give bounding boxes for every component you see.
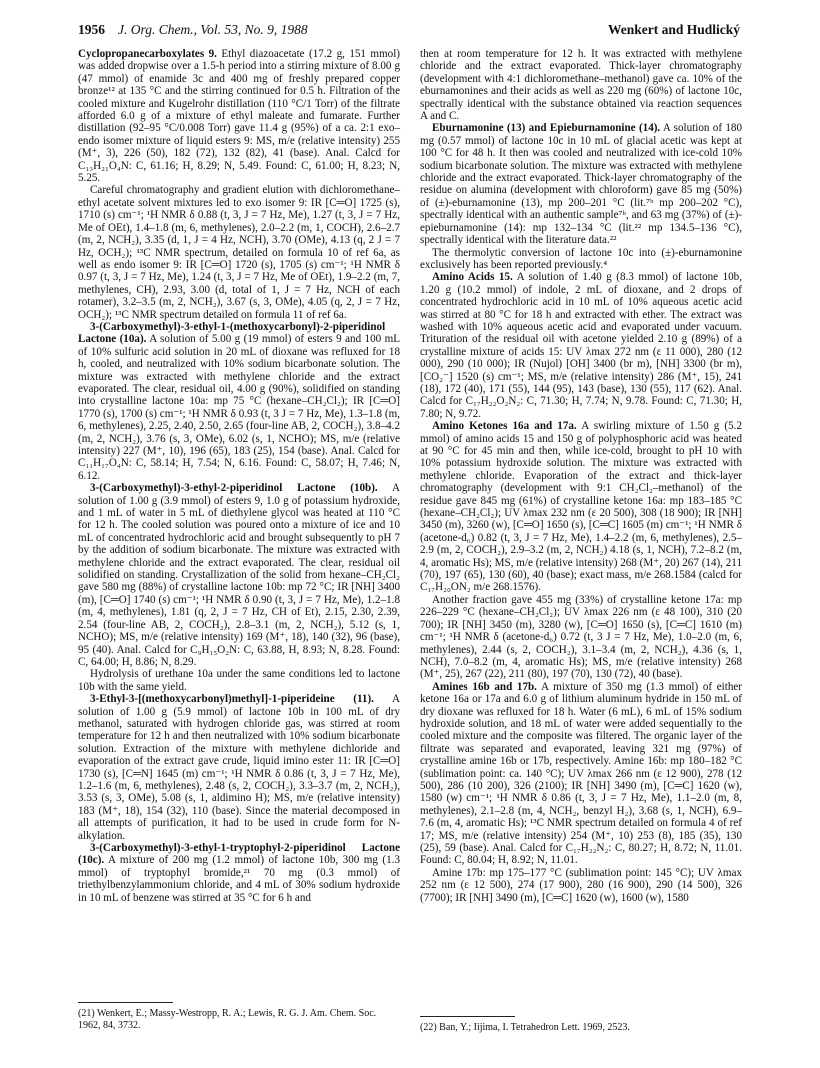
paragraph-title: 3-(Carboxymethyl)-3-ethyl-2-piperidinol Lactone (10b). (90, 482, 378, 495)
paragraph-title: 3-(Carboxymethyl)-3-ethyl-1-(methoxycarbonyl)-2-piperidinol Lactone (10a). (78, 320, 386, 346)
paragraph (78, 321, 400, 482)
page-number: 1956 (78, 22, 105, 37)
paragraph-title: Eburnamonine (13) and Epieburnamonine (14). (432, 122, 661, 135)
paragraph-text: A mixture of 350 mg (1.3 mmol) of either ketone 16a or 17a and 6.0 g of lithium aluminum hydride in 150 mL of dry dioxane was refluxed for 18 h. Water (6 mL), 6 mL of 15% sodium hydroxide solution, and 18 mL of water were added sequentially to the cooled mixture and the composite was filtered. The organic layer of the filtrate was separated and evaporated, leaving 321 mg (97%) of crystalline amine 16b or 17b, respectively. Amine 16b: mp 180–182 °C (sublimation point: ca. 140 °C); UV λmax 266 nm (ε 12 900), 278 (12 500), 286 (10 200), 326 (2100); IR [NH] 3490 (m), [C═C] 1620 (w), 1580 (w) cm⁻¹; ¹H NMR δ 0.86 (t, 3, J = 7 Hz, Me), 1.1–2.0 (m, 8, methylenes), 2.1–2.8 (m, 4, NCH₂, benzyl H₂), 3.68 (s, 1, NCH), 6.9–7.6 (m, 4, aromatic Hs); ¹³C NMR spectrum detailed on formula 4 of ref 17; MS, m/e (relative intensity) 254 (M⁺, 10) 253 (8), 185 (35), 130 (25), 59 (base). Anal. Calcd for C₁₇H₂₂N₂: C, 80.27; H, 8.72; N, 11.01. Found: C, 80.04; H, 8.92; N, 11.01. (420, 680, 742, 867)
paragraph (420, 271, 742, 420)
running-authors: Wenkert and Hudlický (607, 22, 740, 37)
footnote-right: (22) Ban, Y.; Iijima, I. Tetrahedron Lett. 1969, 2523. (420, 1022, 630, 1033)
paragraph-text: Amine 17b: mp 175–177 °C (sublimation point: 145 °C); UV λmax 252 nm (ε 12 500), 274 (17 900), 280 (16 900), 290 (14 500), 326 (7700); IR [NH] 3490 (m), [C═C] 1620 (w), 1600 (w), 1580 (420, 866, 742, 904)
paragraph (78, 48, 400, 184)
paragraph (78, 693, 400, 842)
paragraph-title: Amino Ketones 16a and 17a. (432, 420, 577, 433)
paragraph-text: A mixture of 200 mg (1.2 mmol) of lactone 10b, 300 mg (1.3 mmol) of tryptophyl bromide,²¹ 70 mg (0.3 mmol) of triethylbenzylammonium chloride, and 4 mL of 30% sodium hydroxide in 10 mL of benzene was stirred at 35 °C for 6 h and (78, 854, 400, 904)
paragraph-text: Ethyl diazoacetate (17.2 g, 151 mmol) was added dropwise over a 1.5-h period into a stirring mixture of 8.00 g (47 mmol) of enamide 3c and 400 mg of freshly prepared copper bronze¹² at 135 °C and the stirring continued for 0.5 h. Filtration of the cooled mixture and Kugelrohr distillation (110 °C/1 Torr) of the filtrate afforded 6.0 g of a mixture of ethyl maleate and fumarate. Further distillation (92–95 °C/0.008 Torr) gave 11.4 g (95%) of a ca. 2:1 exo–endo isomer mixture of liquid esters 9: MS, m/e (relative intensity) 255 (M⁺, 3), 226 (50), 182 (72), 132 (82), 41 (base). Anal. Calcd for C₁₃H₂₁O₄N: C, 61.16; H, 8.29; N, 5.49. Found: C, 61.00; H, 8.23; N, 5.25. (78, 48, 400, 185)
paragraph-title: 3-Ethyl-3-[(methoxycarbonyl)methyl]-1-piperideine (11). (90, 693, 374, 706)
page-header (78, 22, 740, 40)
paragraph-text: A solution of 1.00 g (3.9 mmol) of esters 9, 1.0 g of potassium hydroxide, and 1 mL of water in 5 mL of diethylene glycol was heated at 110 °C for 12 h. The cooled solution was poured onto a mixture of ice and 10 mL of concentrated hydrochloric acid and brought subsequently to pH 7 by the addition of sodium bicarbonate. The mixture was extracted with methylene chloride and the extract evaporated. The clear, residual oil solidified on standing. Crystallization of the solid from hexane–CH₂Cl₂ gave 580 mg (88%) of crystalline lactone 10b: mp 72 °C; IR [NH] 3400 (m), [C═O] 1740 (s) cm⁻¹; ¹H NMR δ 0.90 (t, 3, J = 7 Hz, Me), 1.2–1.8 (m, 4, methylenes), 1.81 (q, 2, J = 7 Hz, CH of Et), 2.15, 2.30, 2.39, 2.54 (four-line AB, 2, COCH₂), 2.8–3.1 (m, 2, NCH₂), 5.12 (s, 1, NCHO); MS, m/e (relative intensity) 169 (M⁺, 18), 140 (32), 96 (base), 95 (40). Anal. Calcd for C₉H₁₅O₂N: C, 63.88, H, 8.93; N, 8.28. Found: C, 64.00; H, 8.86; N, 8.29. (78, 482, 400, 668)
paragraph-text: A solution of 1.40 g (8.3 mmol) of lactone 10b, 1.20 g (10.2 mmol) of indole, 2 mL of dioxane, and 2 drops of concentrated hydrochloric acid in 10 mL of 10% aqueous acetic acid was stirred at 80 °C for 18 h and extracted with ether. The extract was washed with 10% aqueous acetic acid and evaporated under vacuum. Trituration of the residual oil with acetone yielded 2.10 g (89%) of a crystalline mixture of acids 15: UV λmax 272 nm (ε 11 000), 280 (12 000), 290 (10 000); IR (Nujol) [OH] 3400 (br m), [NH] 3300 (br m), [CO₂⁻] 1520 (s) cm⁻¹; MS, m/e (relative intensity) 286 (M⁺, 15), 241 (18), 172 (40), 171 (55), 144 (95), 143 (base), 130 (55), 117 (62). Anal. Calcd for C₁₇H₂₂O₂N₂: C, 71.30; H, 7.74; N, 9.78. Found: C, 71.30; H, 7.80; N, 9.72. (420, 271, 742, 420)
footnote-divider (78, 1002, 173, 1003)
paragraph (420, 48, 742, 122)
left-column (78, 48, 400, 904)
paragraph (420, 247, 742, 272)
paragraph (78, 668, 400, 693)
paragraph-text: Hydrolysis of urethane 10a under the same conditions led to lactone 10b with the same yield. (78, 668, 400, 693)
paragraph-text: The thermolytic conversion of lactone 10c into (±)-eburnamonine exclusively has been reported previously.⁴ (420, 246, 742, 271)
paragraph-title: Amines 16b and 17b. (432, 680, 537, 693)
paragraph-text: A swirling mixture of 1.50 g (5.2 mmol) of amino acids 15 and 150 g of polyphosphoric acid was heated at 90 °C for 45 min and then, while ice-cold, brought to pH 10 with 10% potassium hydroxide solution. The mixture was extracted with methylene chloride. Evaporation of the extract and thick-layer chromatography (development with 9:1 CH₂Cl₂–methanol) of the residue gave 845 mg (61%) of crystalline ketone 16a: mp 183–185 °C (hexane–CH₂Cl₂); UV λmax 232 nm (ε 20 500), 308 (18 900); IR [NH] 3450 (m), 3260 (w), [C═O] 1650 (s), [C═C] 1605 (m) cm⁻¹; ¹H NMR δ (acetone-d₆) 0.82 (t, 3, J = 7 Hz, Me), 1.4–2.2 (m, 6, methylenes), 2.5–2.9 (m, 2, COCH₂), 2.9–3.2 (m, 2, NCH₂) 4.18 (s, 1, NCH), 7.2–8.2 (m, 4, aromatic Hs); MS, m/e (relative intensity) 268 (M⁺, 20) 267 (14), 211 (70), 197 (65), 130 (60), 40 (base); exact mass, m/e 268.1584 (calcd for C₁₇H₂₀ON₂ m/e 268.1576). (420, 420, 742, 594)
footnote-left: (21) Wenkert, E.; Massy-Westropp, R. A.; Lewis, R. G. J. Am. Chem. Soc. 1962, 84, 3732. (78, 1008, 377, 1031)
paragraph (420, 681, 742, 867)
footnote-divider (420, 1016, 515, 1017)
paragraph-text: Careful chromatography and gradient elution with dichloromethane–ethyl acetate solvent mixtures led to exo isomer 9: IR [C═O] 1725 (s), 1710 (s) cm⁻¹; ¹H NMR δ 0.88 (t, 3, J = 7 Hz, Me), 1.27 (t, 3, J = 7 Hz, Me of OEt), 1.4–1.8 (m, 6, methylenes), 2.0–2.2 (m, 1, COCH), 2.6–2.7 (m, 2, NCH₂), 3.35 (d, 1, J = 4 Hz, NCH), 3.70 (OMe), 4.13 (q, 2 J = 7 Hz, OCH₂); ¹³C NMR spectrum, detailed on formula 10 of ref 6a, as well as endo isomer 9: IR [C═O] 1720 (s), 1705 (s) cm⁻¹; ¹H NMR δ 0.97 (t, 3, J = 7 Hz, Me), 1.24 (t, 3, J = 7 Hz, Me of OEt), 1.9–2.2 (m, 7, methylenes, CH), 2.93, 3.00 (d, total of 1, J = 7 Hz, NCH of each rotamer), 3.2–3.5 (m, 2, NCH₂), 3.67 (s, 3, OMe), 4.05 (q, 2, J = 7 Hz, OCH₂); ¹³C NMR spectrum detailed on formula 11 of ref 6a. (78, 184, 400, 321)
paragraph-text: Another fraction gave 455 mg (33%) of crystalline ketone 17a: mp 226–229 °C (hexane–CH₂Cl₂); UV λmax 226 nm (ε 48 100), 310 (20 700); IR [NH] 3450 (m), 3280 (w), [C═O] 1650 (s), [C═C] 1610 (m) cm⁻¹; ¹H NMR δ (acetone-d₆) 0.72 (t, 3 J = 7 Hz, Me), 1.0–2.0 (m, 6, methylenes), 2.44 (s, 2, COCH₂), 3.1–3.4 (m, 2, NCH₂), 4.36 (s, 1, NCH), 7.0–8.2 (m, 4, aromatic Hs); MS, m/e (relative intensity) 268 (M⁺, 25), 267 (22), 211 (80), 197 (70), 130 (72), 40 (base). (420, 593, 742, 681)
journal-citation: J. Org. Chem., Vol. 53, No. 9, 1988 (118, 22, 308, 37)
paragraph (78, 184, 400, 320)
paragraph-text: A solution of 1.00 g (5.9 mmol) of lactone 10b in 100 mL of dry methanol, saturated with hydrogen chloride gas, was stirred at room temperature for 12 h and then neutralized with 10% sodium bicarbonate solution. Extraction of the mixture with methylene dichloride and evaporation of the extract gave crude, liquid imino ester 11: IR [C═O] 1730 (s), [C═N] 1645 (m) cm⁻¹; ¹H NMR δ 0.86 (t, 3, J = 7 Hz, Me), 1.2–1.6 (m, 6, methylenes), 2.48 (s, 2, COCH₂), 3.3–3.7 (m, 2, NCH₂), 3.53 (s, 3, OMe), 5.08 (s, 1, aldimino H); MS, m/e (relative intensity) 183 (M⁺, 18), 154 (32), 110 (base). Since the material decomposed in all attempts of purification, it had to be used in crude form for N-alkylation. (78, 693, 400, 842)
paragraph-title: Amino Acids 15. (432, 271, 513, 284)
paragraph (78, 482, 400, 668)
paragraph-text: A solution of 5.00 g (19 mmol) of esters 9 and 100 mL of 10% sulfuric acid solution in 20 mL of dioxane was refluxed for 18 h, cooled, and neutralized with 10% sodium bicarbonate solution. The mixture was extracted with methylene chloride and the extract evaporated. The clear, residual oil, 4.00 g (90%), solidified on standing into crystalline lactone 10a: mp 75 °C (hexane–CH₂Cl₂); IR [C═O] 1770 (s), 1700 (s) cm⁻¹; ¹H NMR δ 0.93 (t, 3 J = 7 Hz, Me), 1.3–1.8 (m, 6, methylenes), 2.25, 2.40, 2.50, 2.65 (four-line AB, 2, COCH₂), 3.8–4.2 (m, 2, NCH₂), 3.76 (s, 3, OMe), 6.02 (s, 1, NCHO); MS, m/e (relative intensity) 227 (M⁺, 10), 196 (65), 183 (25), 154 (base). Anal. Calcd for C₁₁H₁₇O₄N: C, 58.14; H, 7.54; N, 6.16. Found: C, 58.07; H, 7.46; N, 6.12. (78, 333, 400, 482)
paragraph-title: Cyclopropanecarboxylates 9. (78, 48, 217, 60)
paragraph-title: 3-(Carboxymethyl)-3-ethyl-1-tryptophyl-2-piperidinol Lactone (10c). (78, 842, 400, 867)
paragraph (420, 867, 742, 904)
paragraph (420, 594, 742, 681)
paragraph-text: A solution of 180 mg (0.57 mmol) of lactone 10c in 10 mL of glacial acetic was kept at 100 °C for 48 h. It then was cooled and neutralized with ice-cold 10% sodium bicarbonate solution. The mixture was extracted with methylene chloride and the extract evaporated. Thick-layer chromatography of the residue on alumina (development with chloroform) gave 85 mg (50%) of (±)-eburnamonine (13), mp 200–201 °C (lit.⁷ᵇ mp 200–202 °C), spectrally identical with an authentic sample⁷ᵇ, and 63 mg (37%) of (±)-epieburnamonine (14): mp 132–134 °C (lit.²² mp 134.5–136 °C), spectrally identical with the literature data.²² (420, 122, 742, 247)
paragraph (420, 420, 742, 594)
paragraph (78, 842, 400, 904)
paragraph-text: then at room temperature for 12 h. It was extracted with methylene chloride and the extract evaporated. Thick-layer chromatography (development with 4:1 dichloromethane–methanol) gave ca. 10% of the eburnamonines and their acids as well as 220 mg (60%) of lactone 10c, spectrally identical with the substance obtained via reaction sequences A and C. (420, 48, 742, 123)
right-column (420, 48, 742, 904)
paragraph (420, 122, 742, 246)
